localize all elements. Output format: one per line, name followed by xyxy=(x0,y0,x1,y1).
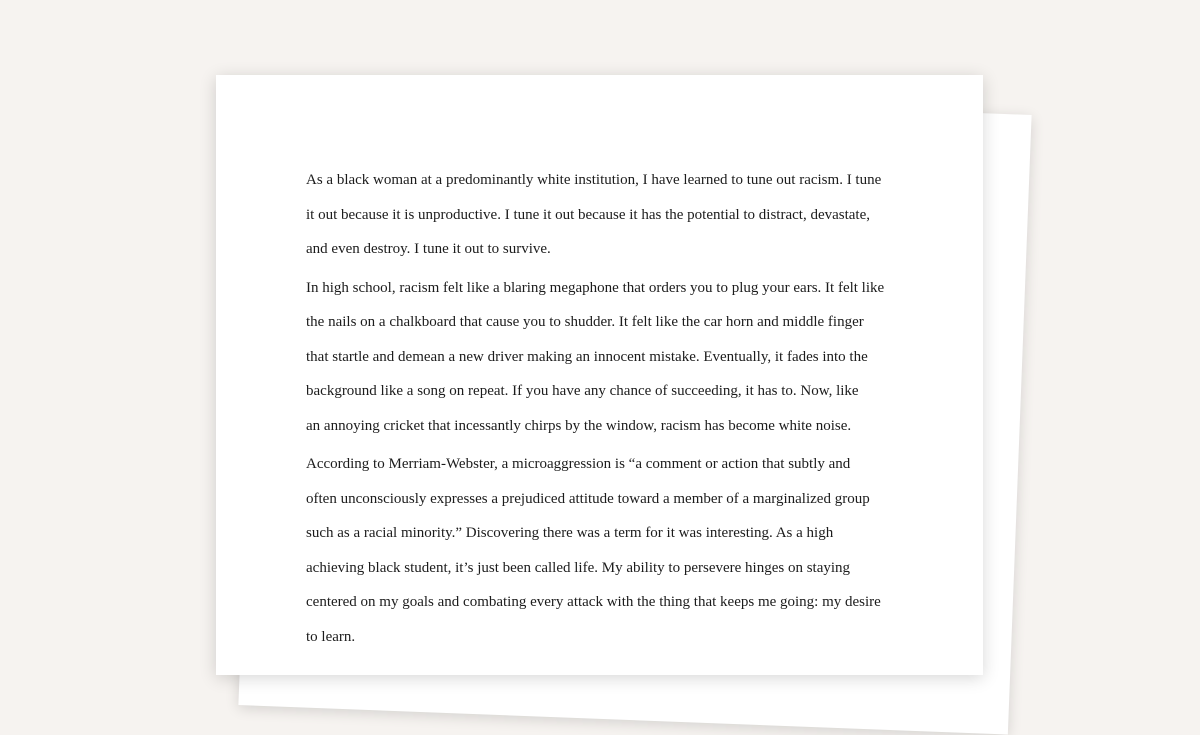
text-line: it out because it is unproductive. I tune it out because it has the potential to distract, devastate, xyxy=(306,206,871,223)
text-line: According to Merriam-Webster, a microaggression is “a comment or action that subtly and xyxy=(306,456,851,472)
text-line: an annoying cricket that incessantly chirps by the window, racism has become white noise. xyxy=(306,417,852,434)
text-line: to learn. xyxy=(306,628,356,645)
text-line: the nails on a chalkboard that cause you to shudder. It felt like the car horn and middle finger xyxy=(306,314,864,330)
text-line: achieving black student, it’s just been called life. My ability to persevere hinges on staying xyxy=(306,559,851,576)
text-line: In high school, racism felt like a blaring megaphone that orders you to plug your ears. It felt like xyxy=(306,279,885,296)
text-line: often unconsciously expresses a prejudiced attitude toward a member of a marginalized group xyxy=(306,490,870,507)
text-line: such as a racial minority.” Discovering there was a term for it was interesting. As a high xyxy=(306,525,834,541)
paragraph-3 xyxy=(306,447,906,654)
text-line: centered on my goals and combating every attack with the thing that keeps me going: my desire xyxy=(306,594,881,610)
essay-body xyxy=(306,163,906,654)
text-line: that startle and demean a new driver making an innocent mistake. Eventually, it fades into the xyxy=(306,348,868,365)
text-line: background like a song on repeat. If you have any chance of succeeding, it has to. Now, like xyxy=(306,383,859,399)
paragraph-2 xyxy=(306,271,906,444)
document-page xyxy=(216,75,983,675)
paragraph-1 xyxy=(306,163,906,267)
text-line: and even destroy. I tune it out to survive. xyxy=(306,241,551,257)
text-line: As a black woman at a predominantly white institution, I have learned to tune out racism. I tune xyxy=(306,172,882,188)
